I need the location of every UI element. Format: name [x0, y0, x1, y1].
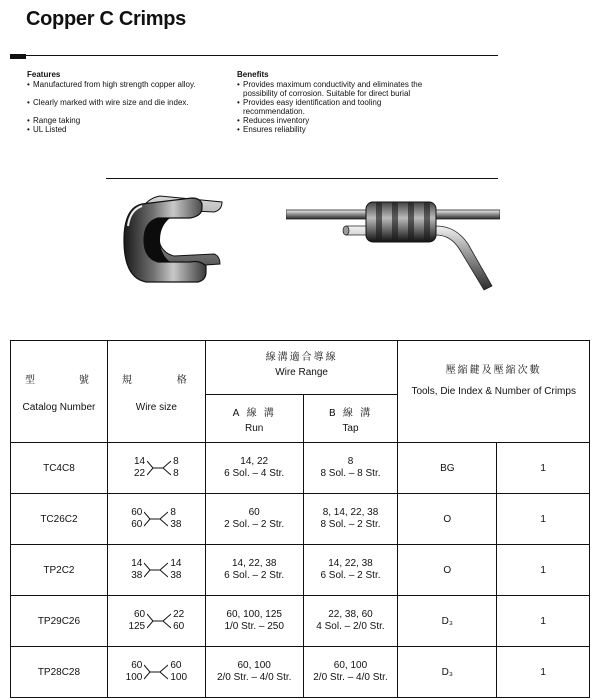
- die-index: O: [398, 494, 497, 545]
- wire-size-right-bottom: 38: [170, 519, 182, 530]
- wire-size-left-bottom: 38: [131, 570, 143, 581]
- wire-size-left-top: 60: [134, 609, 146, 620]
- wire-size-right-bottom: 8: [173, 468, 179, 479]
- wire-fork-icon: [144, 662, 168, 682]
- catalog-number: TP29C26: [11, 596, 108, 647]
- wire-size-left-top: 14: [134, 456, 146, 467]
- wire-size-header: [107, 341, 205, 443]
- wire-size-right-bottom: 60: [173, 621, 185, 632]
- run-range-strands: 1/0 Str. – 250: [224, 621, 284, 632]
- feature-item: • Range taking: [27, 116, 227, 125]
- crimp-on-cable-image: [286, 196, 500, 296]
- catalog-number: TC4C8: [11, 443, 108, 494]
- wire-size-right-bottom: 100: [170, 672, 188, 683]
- die-index: BG: [398, 443, 497, 494]
- tap-header-en: Tap: [342, 422, 359, 434]
- tap-range-sizes: 60, 100: [333, 660, 368, 671]
- wire-size-left-top: 14: [131, 558, 143, 569]
- tools-header: [398, 341, 590, 443]
- wire-range-header: [205, 341, 398, 395]
- run-range: [205, 494, 303, 545]
- crimp-count: 1: [497, 596, 590, 647]
- benefit-item: • Reduces inventory: [237, 116, 425, 125]
- table-row: [11, 545, 590, 596]
- tools-header-en: Tools, Die Index & Number of Crimps: [411, 385, 576, 397]
- benefit-item: • Provides maximum conductivity and eliminates the possibility of corrosion. Suitable for direct burial: [237, 80, 425, 98]
- wire-size-right-top: 22: [173, 609, 185, 620]
- run-range-sizes: 60: [248, 507, 260, 518]
- die-index: D₃: [398, 596, 497, 647]
- run-header: [205, 395, 303, 443]
- run-range-sizes: 60, 100: [237, 660, 271, 671]
- tap-range-sizes: 22, 38, 60: [328, 609, 373, 620]
- catalog-number: TP28C28: [11, 647, 108, 698]
- table-row: [11, 647, 590, 698]
- run-range-sizes: 14, 22, 38: [231, 558, 277, 569]
- catalog-header-en: Catalog Number: [22, 401, 96, 413]
- table-row: [11, 443, 590, 494]
- run-range-strands: 2 Sol. – 2 Str.: [224, 519, 285, 530]
- tools-header-zh: 壓縮鍵及壓縮次數: [445, 364, 542, 376]
- run-range-sizes: 14, 22: [240, 456, 269, 467]
- feature-item: • Manufactured from high strength copper alloy.: [27, 80, 227, 89]
- run-range: [205, 545, 303, 596]
- tap-range-strands: 4 Sol. – 2/0 Str.: [316, 621, 385, 632]
- tap-header: [303, 395, 398, 443]
- tap-range: [303, 545, 398, 596]
- tap-range-strands: 8 Sol. – 8 Str.: [320, 468, 381, 479]
- wire-size: [107, 596, 205, 647]
- wire-fork-icon: [147, 458, 171, 478]
- tap-range-sizes: 8, 14, 22, 38: [322, 507, 379, 518]
- run-range-sizes: 60, 100, 125: [226, 609, 282, 620]
- wire-size-header-en: Wire size: [135, 401, 177, 413]
- run-range: [205, 647, 303, 698]
- tap-range-strands: 8 Sol. – 2 Str.: [320, 519, 381, 530]
- wire-size-header-zh-1: 規: [121, 374, 134, 386]
- run-range-strands: 2/0 Str. – 4/0 Str.: [216, 672, 292, 683]
- crimp-count: 1: [497, 545, 590, 596]
- wire-size-left-top: 60: [131, 507, 143, 518]
- wire-size-left-top: 60: [131, 660, 143, 671]
- feature-item: • Clearly marked with wire size and die index.: [27, 98, 227, 107]
- wire-size-right-top: 8: [170, 507, 176, 518]
- wire-size: [107, 494, 205, 545]
- title-divider: [26, 55, 498, 56]
- wire-size: [107, 545, 205, 596]
- catalog-header-zh-2: 號: [78, 374, 91, 386]
- section-divider: [106, 178, 498, 179]
- catalog-header: [11, 341, 108, 443]
- crimp-count: 1: [497, 494, 590, 545]
- title-accent-bar: [10, 54, 26, 59]
- catalog-number: TP2C2: [11, 545, 108, 596]
- run-range-strands: 6 Sol. – 4 Str.: [224, 468, 285, 479]
- feature-item: • UL Listed: [27, 125, 227, 134]
- tap-range-sizes: 8: [347, 456, 354, 467]
- benefits-section: [237, 70, 425, 134]
- die-index: D₃: [398, 647, 497, 698]
- wire-size-right-top: 14: [170, 558, 182, 569]
- wire-size-right-top: 60: [170, 660, 182, 671]
- die-index: O: [398, 545, 497, 596]
- spec-table: [10, 340, 590, 698]
- crimp-count: 1: [497, 443, 590, 494]
- run-range: [205, 443, 303, 494]
- tap-range: [303, 443, 398, 494]
- features-section: [27, 70, 227, 138]
- tap-range: [303, 494, 398, 545]
- tap-range-sizes: 14, 22, 38: [328, 558, 373, 569]
- wire-size-right-bottom: 38: [170, 570, 182, 581]
- wire-size-header-zh-2: 格: [176, 374, 189, 386]
- run-header-zh: A 線 溝: [232, 407, 276, 419]
- wire-size-left-bottom: 125: [128, 621, 146, 632]
- wire-fork-icon: [144, 509, 168, 529]
- tap-range: [303, 596, 398, 647]
- tap-range: [303, 647, 398, 698]
- wire-size-left-bottom: 22: [134, 468, 146, 479]
- run-range-strands: 6 Sol. – 2 Str.: [224, 570, 285, 581]
- wire-fork-icon: [144, 560, 168, 580]
- benefit-item: • Ensures reliability: [237, 125, 425, 134]
- catalog-number: TC26C2: [11, 494, 108, 545]
- run-range: [205, 596, 303, 647]
- page-title: Copper C Crimps: [26, 8, 186, 30]
- wire-size: [107, 443, 205, 494]
- table-row: [11, 494, 590, 545]
- wire-size-left-bottom: 60: [131, 519, 143, 530]
- tap-header-zh: B 線 溝: [328, 407, 373, 419]
- features-heading: Features: [27, 70, 61, 79]
- wire-size: [107, 647, 205, 698]
- wire-range-header-en: Wire Range: [275, 366, 328, 378]
- c-crimp-image: [120, 186, 232, 290]
- table-row: [11, 596, 590, 647]
- tap-range-strands: 2/0 Str. – 4/0 Str.: [313, 672, 388, 683]
- wire-size-left-bottom: 100: [125, 672, 143, 683]
- benefits-heading: Benefits: [237, 70, 269, 79]
- catalog-header-zh-1: 型: [25, 374, 37, 386]
- wire-fork-icon: [147, 611, 171, 631]
- run-header-en: Run: [245, 422, 264, 434]
- crimp-count: 1: [497, 647, 590, 698]
- wire-range-header-zh: 線溝適合導線: [265, 351, 338, 363]
- wire-size-right-top: 8: [173, 456, 179, 467]
- tap-range-strands: 6 Sol. – 2 Str.: [320, 570, 381, 581]
- benefit-item: • Provides easy identification and tooling recommendation.: [237, 98, 425, 116]
